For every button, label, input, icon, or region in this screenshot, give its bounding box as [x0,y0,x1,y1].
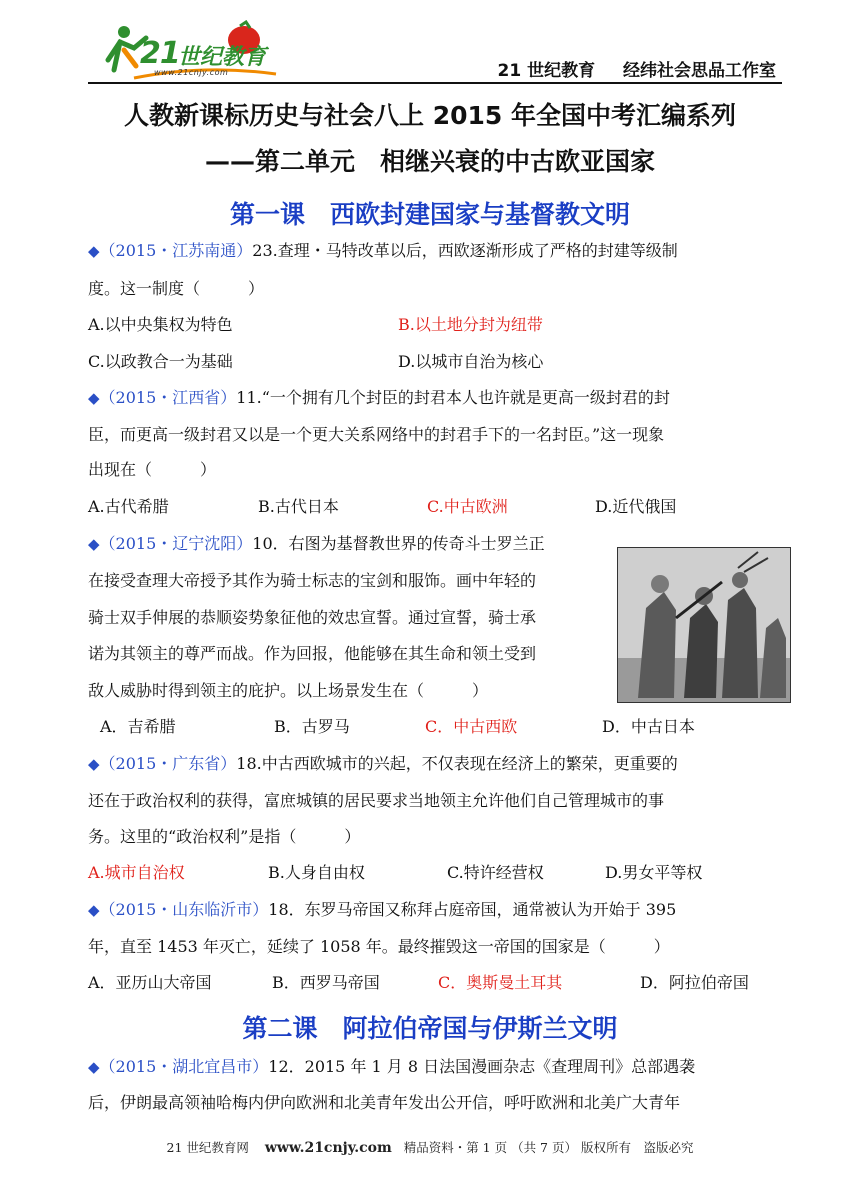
question-1-line-1: ◆（2015・江苏南通）23.查理・马特改革以后，西欧逐渐形成了严格的封建等级制 [88,241,678,260]
question-3-line-5: 敌人威胁时得到领主的庇护。以上场景发生在（ ） [88,681,489,700]
option-a: A.以中央集权为特色 [88,315,233,334]
option-c: C.特许经营权 [447,863,544,882]
diamond-icon: ◆ [88,1058,100,1076]
question-source: （2015・江西省） [99,388,237,407]
option-c: C.以政教合一为基础 [88,352,233,371]
question-4-line-1: ◆（2015・广东省）18.中古西欧城市的兴起，不仅表现在经济上的繁荣，更重要的 [88,754,678,773]
knighting-scene-image [618,548,790,702]
roland-knight-illustration [617,547,791,703]
question-2-line-1: ◆（2015・江西省）11.“一个拥有几个封臣的封君本人也许就是更高一级封君的封 [88,388,670,407]
question-5-line-2: 年，直至 1453 年灭亡，延续了 1058 年。最终摧毁这一帝国的国家是（ ） [88,937,670,956]
header-right-text: 经纬社会思品工作室 [623,61,776,81]
question-3-line-1: ◆（2015・辽宁沈阳）10．右图为基督教世界的传奇斗士罗兰正 [88,534,545,553]
option-c-answer: C.中古欧洲 [427,497,508,516]
option-d: D.近代俄国 [595,497,677,516]
logo-number: 21 [140,36,180,71]
option-d: D．阿拉伯帝国 [640,973,749,992]
option-b: B．古罗马 [274,717,350,736]
question-2-line-2: 臣，而更高一级封君又以是一个更大关系网络中的封君手下的一名封臣。”这一现象 [88,425,665,444]
option-d: D.以城市自治为核心 [398,352,544,371]
option-a: A．亚历山大帝国 [88,973,212,992]
diamond-icon: ◆ [88,755,100,773]
doc-title-line1: 人教新课标历史与社会八上 2015 年全国中考汇编系列 [124,101,736,130]
header-left-text: 21 世纪教育 [497,61,596,81]
option-b: B．西罗马帝国 [272,973,380,992]
option-a: A．吉希腊 [100,717,176,736]
diamond-icon: ◆ [88,901,100,919]
footer-page-info: 精品资料・第 1 页 （共 7 页） 版权所有 盗版必究 [403,1140,694,1155]
question-6-line-2: 后，伊朗最高领袖哈梅内伊向欧洲和北美青年发出公开信，呼吁欧洲和北美广大青年 [88,1093,681,1112]
logo-brand: 世纪教育 [178,45,267,70]
option-a: A.古代希腊 [88,497,169,516]
diamond-icon: ◆ [88,242,100,260]
logo-url: www.21cnjy.com [154,68,229,77]
question-2-line-3: 出现在（ ） [88,460,217,479]
question-source: （2015・湖北宜昌市） [99,1057,269,1076]
option-c-answer: C．奥斯曼土耳其 [438,973,563,992]
lesson2-title: 第二课 阿拉伯帝国与伊斯兰文明 [242,1014,618,1043]
footer-url: www.21cnjy.com [264,1140,392,1156]
question-source: （2015・广东省） [99,754,237,773]
question-4-line-2: 还在于政治权利的获得，富庶城镇的居民要求当地领主允许他们自己管理城市的事 [88,791,665,810]
footer-site-name: 21 世纪教育网 [166,1140,249,1155]
question-source: （2015・江苏南通） [99,241,253,260]
option-b-answer: B.以土地分封为纽带 [398,315,543,334]
header-divider [88,82,782,84]
option-d: D．中古日本 [602,717,695,736]
question-1-line-2: 度。这一制度（ ） [88,279,265,298]
question-3-line-2: 在接受查理大帝授予其作为骑士标志的宝剑和服饰。画中年轻的 [88,571,537,590]
option-b: B.古代日本 [258,497,339,516]
option-a-answer: A.城市自治权 [88,863,185,882]
page-header [88,20,782,84]
page-footer [0,1138,860,1156]
logo [94,20,284,80]
doc-title-line2: ——第二单元 相继兴衰的中古欧亚国家 [204,147,655,176]
question-3-line-3: 骑士双手伸展的恭顺姿势象征他的效忠宣誓。通过宣誓，骑士承 [88,608,537,627]
question-5-line-1: ◆（2015・山东临沂市）18．东罗马帝国又称拜占庭帝国，通常被认为开始于 395 [88,900,677,919]
header-studio [476,56,777,81]
question-source: （2015・辽宁沈阳） [99,534,253,553]
option-c-answer: C．中古西欧 [425,717,518,736]
lesson1-title: 第一课 西欧封建国家与基督教文明 [229,200,630,229]
question-source: （2015・山东临沂市） [99,900,269,919]
question-3-line-4: 诺为其领主的尊严而战。作为回报，他能够在其生命和领土受到 [88,644,537,663]
question-6-line-1: ◆（2015・湖北宜昌市）12．2015 年 1 月 8 日法国漫画杂志《查理周刊》总部遇袭 [88,1057,696,1076]
option-d: D.男女平等权 [605,863,703,882]
diamond-icon: ◆ [88,535,100,553]
question-4-line-3: 务。这里的“政治权利”是指（ ） [88,827,361,846]
option-b: B.人身自由权 [268,863,365,882]
diamond-icon: ◆ [88,389,100,407]
